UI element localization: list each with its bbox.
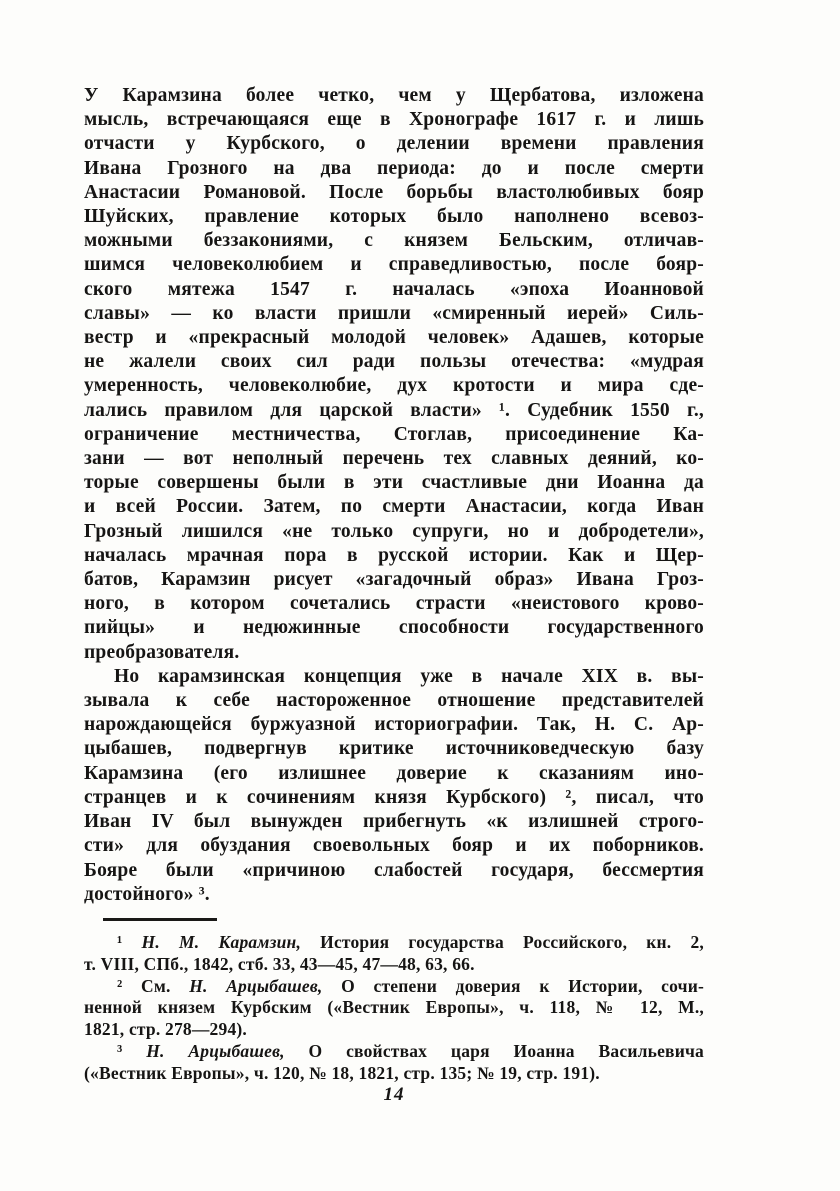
footnote-text: О свойствах царя Иоанна Васильевича [284,1040,704,1061]
text-line: вестр и «прекрасный молодой человек» Адашев, которые [84,327,704,349]
text-line: зывала к себе настороженное отношение представителей [84,690,704,712]
footnote-line [84,1063,704,1085]
text-line: зани — вот неполный перечень тех славных деяний, ко- [84,448,704,470]
text-line: лались правилом для царской власти» ¹. Судебник 1550 г., [84,399,704,421]
footnote-text: ² См. [117,975,190,996]
footnote-line [84,997,704,1019]
text-line: Но карамзинская концепция уже в начале XIX в. вы- [114,665,704,687]
text-line: умеренность, человеколюбие, дух кротости и мира сде- [84,375,704,397]
text-line: нарождающейся буржуазной историографии. Так, Н. С. Ар- [84,714,704,736]
text-line: славы» — ко власти пришли «смиренный иерей» Силь- [84,302,704,324]
text-line: ского мятежа 1547 г. началась «эпоха Иоанновой [84,278,704,300]
text-line: Иван IV был вынужден прибегнуть «к излишней строго- [84,811,704,833]
text-line: Грозный лишился «не только супруги, но и добродетели», [84,520,704,542]
text-line: можными беззакониями, с князем Бельским, отличав- [84,230,704,252]
text-line: пийцы» и недюжинные способности государственного [84,617,704,639]
footnote-text: О степени доверия к Истории, сочи- [322,975,705,996]
footnote-author-italic: Н. Арцыбашев, [189,975,323,996]
footnote-author-italic: Н. М. Карамзин, [141,932,302,952]
text-line: отчасти у Курбского, о делении времени правления [84,133,704,155]
footnotes-list [84,932,704,1085]
text-line: торые совершены были в эти счастливые дни Иоанна да [84,472,704,494]
footnote-line [84,954,704,976]
text-line: не жалели своих сил ради пользы отечества: «мудрая [84,351,704,373]
text-line: батов, Карамзин рисует «загадочный образ» Ивана Гроз- [84,569,704,591]
footnote-line [84,932,704,954]
text-line: Ивана Грозного на два периода: до и после смерти [84,157,704,179]
footnote-divider [103,918,217,921]
text-line: мысль, встречающаяся еще в Хронографе 1617 г. и лишь [84,109,704,131]
footnote-line [84,1019,704,1041]
text-line: достойного» ³. [84,883,210,905]
text-line: и всей России. Затем, по смерти Анастасии, когда Иван [84,496,704,518]
text-line: У Карамзина более четко, чем у Щербатова, изложена [84,85,704,106]
text-line: началась мрачная пора в русской истории. Как и Щер- [84,544,704,566]
text-line: странцев и к сочинениям князя Курбского) ², писал, что [84,786,704,808]
footnote-text: ¹ [117,932,142,952]
text-line: преобразователя. [84,641,240,663]
text-line: шимся человеколюбием и справедливостью, после бояр- [84,254,704,276]
footnote-text: История государства Российского, кн. 2, [301,932,705,952]
footnote-line [84,1041,704,1063]
page-number: 14 [383,1084,405,1105]
text-line: Карамзина (его излишнее доверие к сказаниям ино- [84,762,704,784]
text-line: ного, в котором сочетались страсти «неистового крово- [84,593,704,615]
text-line: Шуйских, правление которых было наполнено всевоз- [84,206,704,228]
footnote-text: ненной князем Курбским («Вестник Европы», ч. 118, № 12, М., [84,997,704,1018]
text-line: ограничение местничества, Стоглав, присоединение Ка- [84,423,704,445]
text-line: цыбашев, подвергнув критике источниковедческую базу [84,738,704,760]
text-line: сти» для обуздания своевольных бояр и их поборников. [84,835,704,857]
text-line: Анастасии Романовой. После борьбы властолюбивых бояр [84,181,704,203]
main-text [84,84,704,907]
text-line: Бояре были «причиною слабостей государя, бессмертия [84,859,704,881]
footnote-text: т. VIII, СПб., 1842, стб. 33, 43—45, 47—48, 63, 66. [84,953,475,974]
footnote-text: 1821, стр. 278—294). [84,1019,248,1040]
footnote-text: («Вестник Европы», ч. 120, № 18, 1821, стр. 135; № 19, стр. 191). [84,1062,600,1083]
footnote-text: ³ [117,1040,147,1061]
footnote-line [84,976,704,998]
footnote-author-italic: Н. Арцыбашев, [146,1040,285,1061]
